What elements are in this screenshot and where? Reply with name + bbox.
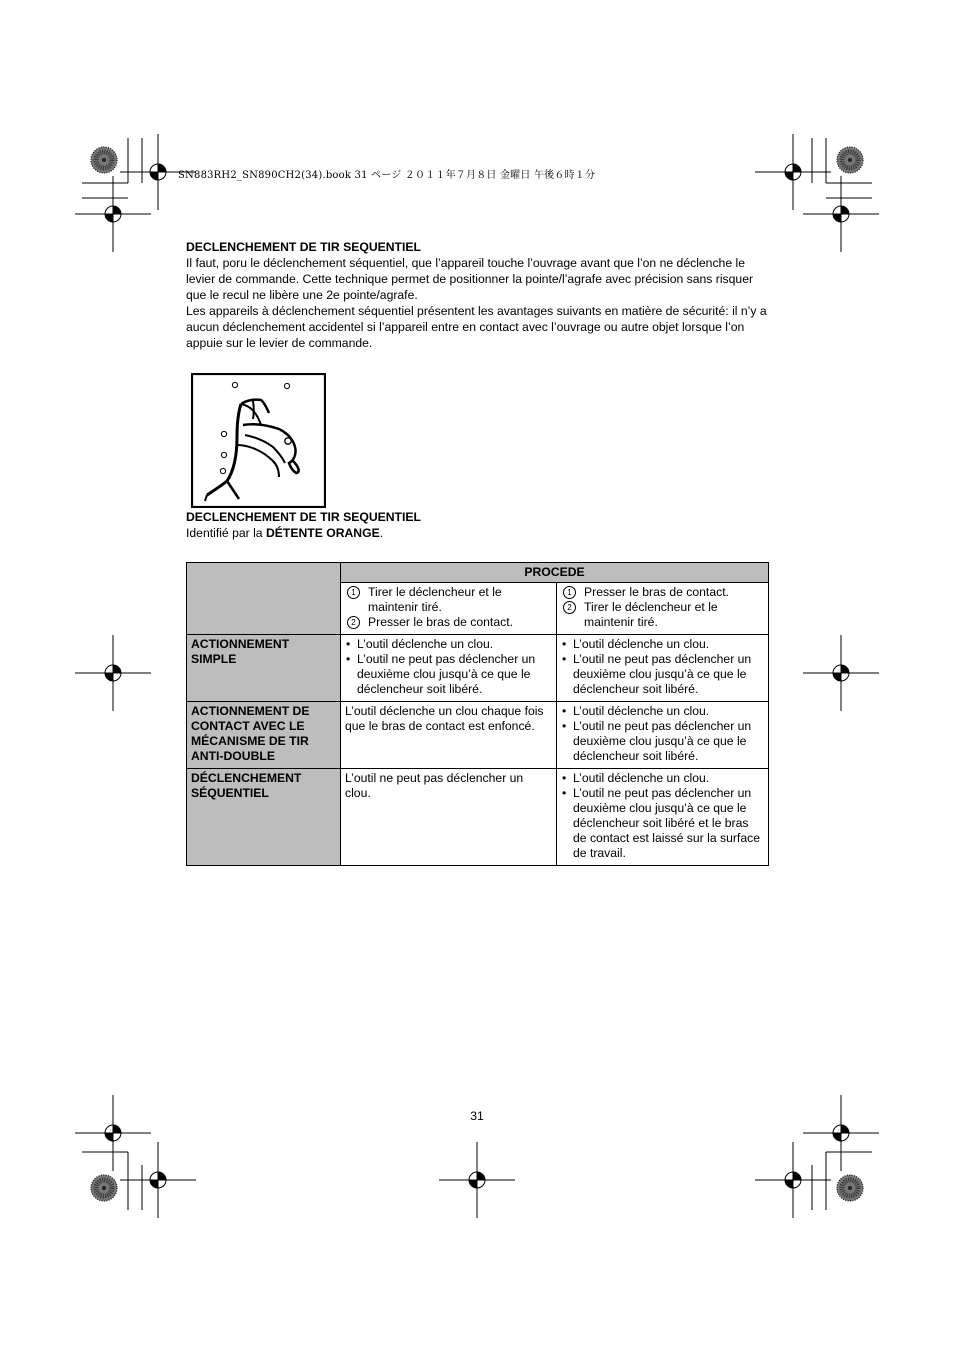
table-cell (341, 635, 557, 702)
step-item: 2 Tirer le déclencheur et le maintenir tiré. (561, 600, 764, 630)
table-cell (557, 769, 769, 866)
table-corner-cell (187, 563, 341, 635)
step-number-icon: 1 (347, 586, 360, 599)
step-number-icon: 2 (347, 616, 360, 629)
section-title: DECLENCHEMENT DE TIR SEQUENTIEL (186, 510, 421, 524)
identification-note: Identifié par la DÉTENTE ORANGE. (186, 526, 384, 540)
print-file-header: SN883RH2_SN890CH2(34).book 31 ページ ２０１１年７月８日 金曜日 午後６時１分 (178, 170, 596, 181)
row-label: DÉCLENCHEMENT SÉQUENTIEL (187, 769, 341, 866)
row-label: ACTIONNEMENT DE CONTACT AVEC LE MÉCANISME DE TIR ANTI-DOUBLE (187, 702, 341, 769)
step-item: 1 Tirer le déclencheur et le maintenir tiré. (345, 585, 552, 615)
row-label: ACTIONNEMENT SIMPLE (187, 635, 341, 702)
list-item: • L’outil déclenche un clou. (561, 704, 764, 719)
paragraph: Il faut, poru le déclenchement séquentiel, que l’appareil touche l’ouvrage avant que l’on ne déclenche le levier de commande. Cette technique permet de positionner la pointe/l’agrafe avec précision sans risquer que le recul ne libère une 2e pointe/agrafe. (186, 256, 754, 302)
orange-trigger-illustration (191, 373, 326, 508)
steps-cell (341, 583, 557, 635)
section-title: DECLENCHEMENT DE TIR SEQUENTIEL (186, 240, 421, 254)
table-row (187, 702, 769, 769)
list-item: • L’outil ne peut pas déclencher un deuxième clou jusqu’à ce que le déclencheur soit libéré. (345, 652, 552, 697)
list-item: • L’outil ne peut pas déclencher un deuxième clou jusqu’à ce que le déclencheur soit libéré et le bras de contact est laissé sur la surface de travail. (561, 786, 764, 861)
step-number-icon: 1 (563, 586, 576, 599)
list-item: • L’outil déclenche un clou. (345, 637, 552, 652)
paragraph: Les appareils à déclenchement séquentiel présentent les avantages suivants en matière de sécurité: il n’y a aucun déclenchement accidentel si l’appareil entre en contact avec l’ouvrage ou autre objet lorsque l’on appuie sur le levier de commande. (186, 304, 767, 350)
procede-header: PROCEDE (341, 563, 769, 583)
table-cell (557, 702, 769, 769)
list-item: • L’outil déclenche un clou. (561, 637, 764, 652)
list-item: • L’outil ne peut pas déclencher un deuxième clou jusqu’à ce que le déclencheur soit libéré. (561, 719, 764, 764)
step-item: 2 Presser le bras de contact. (345, 615, 552, 630)
procedure-table (186, 562, 769, 866)
step-number-icon: 2 (563, 601, 576, 614)
steps-cell (557, 583, 769, 635)
table-cell: L’outil déclenche un clou chaque fois que le bras de contact est enfoncé. (341, 702, 557, 769)
section-intro (186, 239, 768, 351)
table-header-row (187, 563, 769, 583)
table-cell: L’outil ne peut pas déclencher un clou. (341, 769, 557, 866)
list-item: • L’outil déclenche un clou. (561, 771, 764, 786)
table-cell (557, 635, 769, 702)
section-sequential (186, 509, 421, 541)
orange-trigger-label: DÉTENTE ORANGE (265, 526, 380, 540)
step-item: 1 Presser le bras de contact. (561, 585, 764, 600)
page-number: 31 (470, 1109, 484, 1123)
table-row (187, 635, 769, 702)
list-item: • L’outil ne peut pas déclencher un deuxième clou jusqu’à ce que le déclencheur soit libéré. (561, 652, 764, 697)
table-row (187, 769, 769, 866)
